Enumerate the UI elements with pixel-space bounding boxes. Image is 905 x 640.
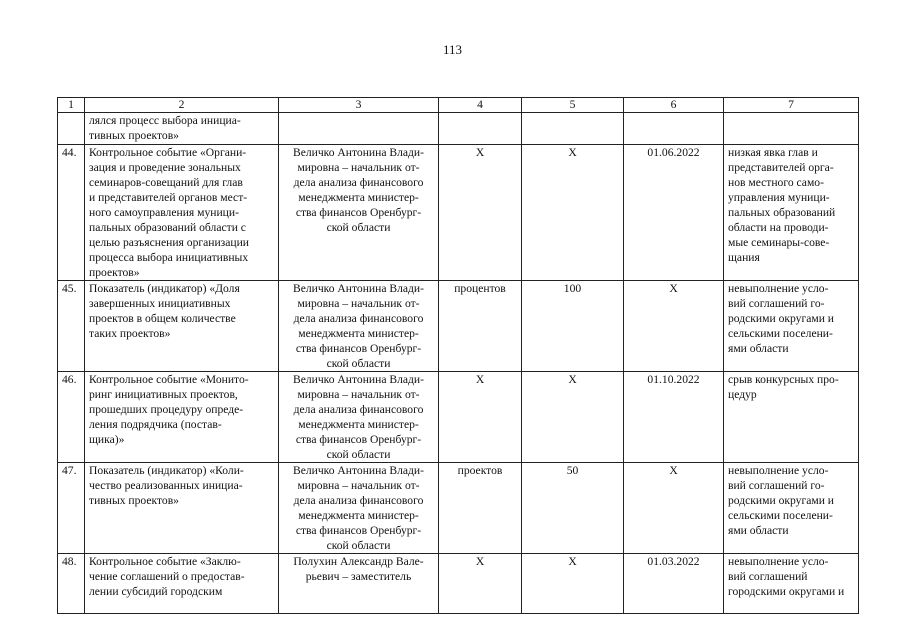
cell-risk: невыполнение усло- вий соглашений го- родскими округами и сельскими поселени- ями области (724, 281, 859, 372)
cell-unit: процентов (439, 281, 522, 372)
cell-responsible: Величко Антонина Влади- мировна – начальник от- дела анализа финансового менеджмента министер- ства финансов Оренбург- ской области (279, 372, 439, 463)
column-header: 1 (58, 98, 85, 113)
page-number: 113 (442, 42, 463, 57)
cell-unit: проектов (439, 463, 522, 554)
cell-event: лялся процесс выбора инициа- тивных проектов» (85, 113, 279, 145)
continuation-row (58, 113, 859, 145)
column-header: 7 (724, 98, 859, 113)
cell-risk (724, 113, 859, 145)
cell-responsible: Полухин Александр Вале- рьевич – заместитель (279, 554, 439, 614)
table-row (58, 372, 859, 463)
cell-risk: низкая явка глав и представителей орга- нов местного само- управления муници- пальных образований области на проводи- мые семинары-сове- щания (724, 145, 859, 281)
cell-num: 46. (58, 372, 85, 463)
cell-value: Х (522, 145, 624, 281)
cell-responsible: Величко Антонина Влади- мировна – начальник от- дела анализа финансового менеджмента министер- ства финансов Оренбург- ской области (279, 281, 439, 372)
cell-value: Х (522, 554, 624, 614)
cell-responsible (279, 113, 439, 145)
cell-num: 44. (58, 145, 85, 281)
column-header: 4 (439, 98, 522, 113)
cell-num (58, 113, 85, 145)
table-row (58, 145, 859, 281)
column-header: 2 (85, 98, 279, 113)
cell-risk: срыв конкурсных про- цедур (724, 372, 859, 463)
cell-date: 01.10.2022 (624, 372, 724, 463)
cell-date: 01.03.2022 (624, 554, 724, 614)
cell-event: Показатель (индикатор) «Доля завершенных инициативных проектов в общем количестве таких проектов» (85, 281, 279, 372)
table-row (58, 281, 859, 372)
table-row (58, 554, 859, 614)
cell-num: 47. (58, 463, 85, 554)
cell-num: 48. (58, 554, 85, 614)
cell-risk: невыполнение усло- вий соглашений городскими округами и (724, 554, 859, 614)
cell-risk: невыполнение усло- вий соглашений го- родскими округами и сельскими поселени- ями области (724, 463, 859, 554)
cell-unit: Х (439, 554, 522, 614)
cell-event: Контрольное событие «Заклю- чение соглашений о предостав- лении субсидий городским (85, 554, 279, 614)
cell-date: Х (624, 463, 724, 554)
cell-responsible: Величко Антонина Влади- мировна – начальник от- дела анализа финансового менеджмента министер- ства финансов Оренбург- ской области (279, 145, 439, 281)
column-header-row (58, 98, 859, 113)
cell-date (624, 113, 724, 145)
cell-value: 100 (522, 281, 624, 372)
cell-responsible: Величко Антонина Влади- мировна – начальник от- дела анализа финансового менеджмента министер- ства финансов Оренбург- ской области (279, 463, 439, 554)
cell-event: Контрольное событие «Органи- зация и проведение зональных семинаров-совещаний для глав и представителей органов мест- ного самоуправления муници- пальных образований области с целью разъяснения организации процесса выбора инициативных проектов» (85, 145, 279, 281)
cell-value: Х (522, 372, 624, 463)
table-row (58, 463, 859, 554)
column-header: 3 (279, 98, 439, 113)
cell-event: Контрольное событие «Монито- ринг инициативных проектов, прошедших процедуру опреде- ления подрядчика (постав- щика)» (85, 372, 279, 463)
cell-value: 50 (522, 463, 624, 554)
cell-unit (439, 113, 522, 145)
cell-date: 01.06.2022 (624, 145, 724, 281)
column-header: 5 (522, 98, 624, 113)
column-header: 6 (624, 98, 724, 113)
cell-unit: Х (439, 372, 522, 463)
cell-event: Показатель (индикатор) «Коли- чество реализованных инициа- тивных проектов» (85, 463, 279, 554)
plan-table (57, 97, 859, 614)
cell-unit: Х (439, 145, 522, 281)
cell-value (522, 113, 624, 145)
cell-date: Х (624, 281, 724, 372)
table-body (58, 113, 859, 614)
cell-num: 45. (58, 281, 85, 372)
